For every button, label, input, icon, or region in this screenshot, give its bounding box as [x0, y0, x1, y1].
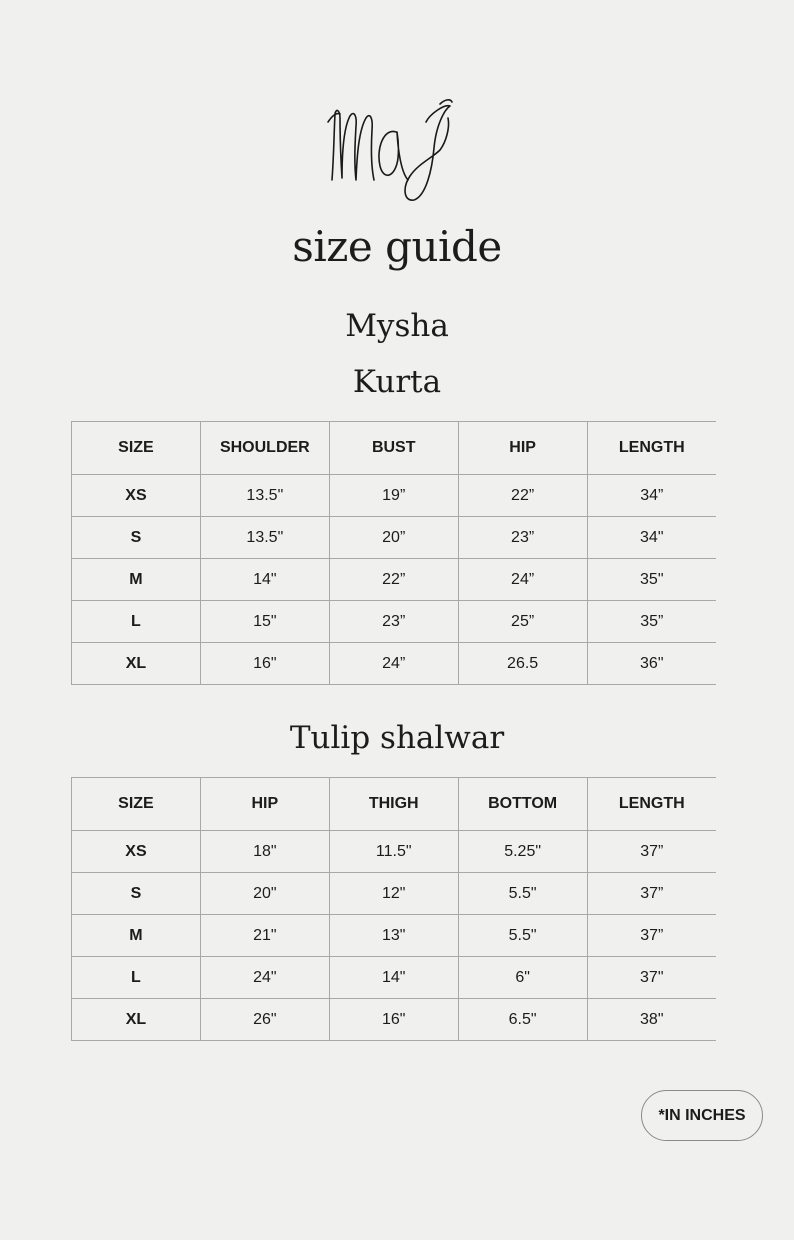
column-header: LENGTH	[587, 422, 716, 475]
shalwar-size-table	[71, 777, 716, 1041]
table-row	[72, 559, 717, 601]
table-cell: 18"	[200, 831, 329, 873]
column-header: HIP	[458, 422, 587, 475]
size-label: L	[72, 601, 201, 643]
size-label: XL	[72, 643, 201, 685]
column-header: HIP	[200, 778, 329, 831]
kurta-size-table	[71, 421, 716, 685]
column-header: BOTTOM	[458, 778, 587, 831]
table-cell: 12"	[329, 873, 458, 915]
table-cell: 6"	[458, 957, 587, 999]
table-cell: 24”	[458, 559, 587, 601]
table-cell: 5.5"	[458, 915, 587, 957]
table-cell: 20”	[329, 517, 458, 559]
table-row	[72, 831, 717, 873]
brand-logo	[322, 92, 462, 207]
table-header-row	[72, 778, 717, 831]
table-cell: 22”	[329, 559, 458, 601]
size-label: XS	[72, 475, 201, 517]
table-row	[72, 873, 717, 915]
table-cell: 37”	[587, 873, 716, 915]
table-cell: 13.5"	[200, 517, 329, 559]
table-row	[72, 475, 717, 517]
table-cell: 23”	[329, 601, 458, 643]
table-row	[72, 517, 717, 559]
size-label: L	[72, 957, 201, 999]
size-label: XL	[72, 999, 201, 1041]
table-cell: 16"	[329, 999, 458, 1041]
table-cell: 36"	[587, 643, 716, 685]
table-row	[72, 601, 717, 643]
product-name: Mysha	[345, 308, 449, 344]
table-cell: 37"	[587, 957, 716, 999]
table-cell: 37”	[587, 831, 716, 873]
column-header: THIGH	[329, 778, 458, 831]
table-cell: 38"	[587, 999, 716, 1041]
table-cell: 24”	[329, 643, 458, 685]
table-cell: 14"	[200, 559, 329, 601]
table-row	[72, 999, 717, 1041]
page-title: size guide	[292, 222, 502, 271]
size-label: S	[72, 517, 201, 559]
table-cell: 6.5"	[458, 999, 587, 1041]
table-cell: 21"	[200, 915, 329, 957]
column-header: LENGTH	[587, 778, 716, 831]
table-header-row	[72, 422, 717, 475]
units-note-badge: *IN INCHES	[641, 1090, 763, 1141]
table-cell: 19”	[329, 475, 458, 517]
table-cell: 15"	[200, 601, 329, 643]
table-cell: 25”	[458, 601, 587, 643]
column-header: SIZE	[72, 422, 201, 475]
table-cell: 34"	[587, 517, 716, 559]
table-row	[72, 957, 717, 999]
table-cell: 14"	[329, 957, 458, 999]
table-cell: 37”	[587, 915, 716, 957]
table-cell: 16"	[200, 643, 329, 685]
table-cell: 11.5"	[329, 831, 458, 873]
table-cell: 13.5"	[200, 475, 329, 517]
size-label: XS	[72, 831, 201, 873]
table-cell: 35"	[587, 559, 716, 601]
column-header: SHOULDER	[200, 422, 329, 475]
size-label: M	[72, 915, 201, 957]
table-cell: 5.25"	[458, 831, 587, 873]
table-cell: 23”	[458, 517, 587, 559]
table-cell: 20"	[200, 873, 329, 915]
size-label: S	[72, 873, 201, 915]
table-cell: 35”	[587, 601, 716, 643]
table-cell: 13"	[329, 915, 458, 957]
table-row	[72, 643, 717, 685]
column-header: SIZE	[72, 778, 201, 831]
table-cell: 5.5"	[458, 873, 587, 915]
table-cell: 26"	[200, 999, 329, 1041]
shalwar-section-title: Tulip shalwar	[289, 720, 505, 756]
kurta-section-title: Kurta	[352, 364, 442, 400]
table-cell: 26.5	[458, 643, 587, 685]
table-cell: 24"	[200, 957, 329, 999]
table-cell: 34”	[587, 475, 716, 517]
size-label: M	[72, 559, 201, 601]
table-row	[72, 915, 717, 957]
column-header: BUST	[329, 422, 458, 475]
table-cell: 22”	[458, 475, 587, 517]
